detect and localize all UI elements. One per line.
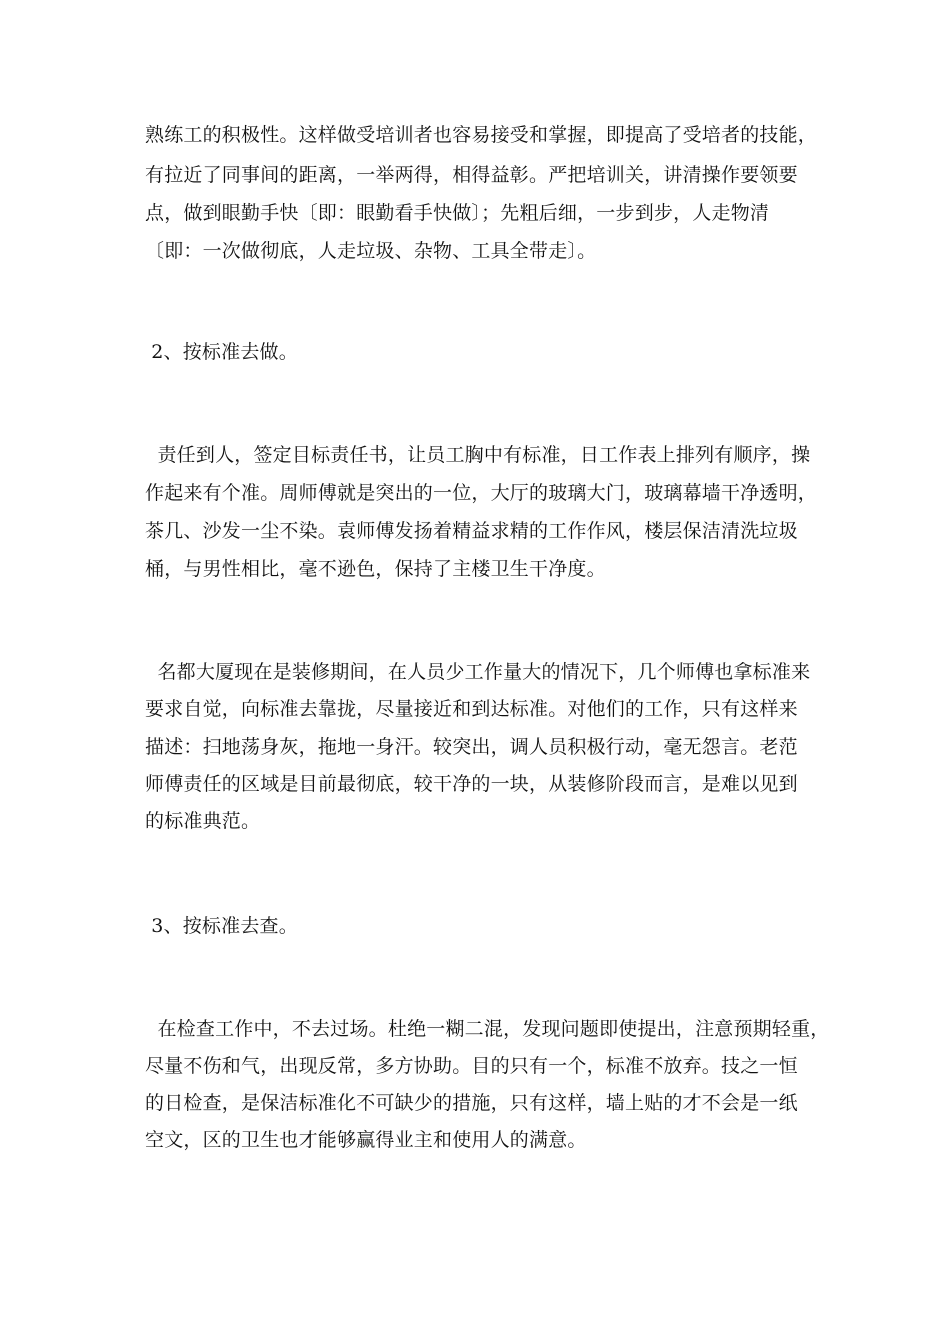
paragraph-1-line-2: 有拉近了同事间的距离，一举两得，相得益彰。严把培训关，讲清操作要领要 [145,164,798,186]
paragraph-2-line-1: 责任到人，签定目标责任书，让员工胸中有标准，日工作表上排列有顺序，操 [145,444,811,466]
paragraph-3-line-5: 的标准典范。 [145,810,261,832]
paragraph-2-line-2: 作起来有个准。周师傅就是突出的一位，大厅的玻璃大门，玻璃幕墙干净透明， [145,482,818,504]
paragraph-4-line-2: 尽量不伤和气，出现反常，多方协助。目的只有一个，标准不放弃。技之一恒 [145,1055,798,1077]
paragraph-3-line-3: 描述：扫地荡身灰，拖地一身汗。较突出，调人员积极行动，毫无怨言。老范 [145,736,798,758]
paragraph-3-line-4: 师傅责任的区域是目前最彻底，较干净的一块，从装修阶段而言，是难以见到 [145,773,798,795]
paragraph-1-line-3: 点，做到眼勤手快〔即：眼勤看手快做〕；先粗后细，一步到步，人走物清 [145,202,770,224]
section-heading-2: 2、按标准去做。 [145,341,298,363]
section-heading-3: 3、按标准去查。 [145,915,298,937]
paragraph-4-line-1: 在检查工作中，不去过场。杜绝一糊二混，发现问题即使提出，注意预期轻重， [145,1018,830,1040]
paragraph-4-line-3: 的日检查，是保洁标准化不可缺少的措施，只有这样，墙上贴的才不会是一纸 [145,1092,798,1114]
paragraph-2-line-3: 茶几、沙发一尘不染。袁师傅发扬着精益求精的工作作风，楼层保洁清洗垃圾 [145,520,798,542]
paragraph-2-line-4: 桶，与男性相比，毫不逊色，保持了主楼卫生干净度。 [145,558,606,580]
paragraph-4-line-4: 空文，区的卫生也才能够赢得业主和使用人的满意。 [145,1129,587,1151]
paragraph-1-line-4: 〔即：一次做彻底，人走垃圾、杂物、工具全带走〕。 [145,240,597,262]
paragraph-3-line-1: 名都大厦现在是装修期间，在人员少工作量大的情况下，几个师傅也拿标准来 [145,661,811,683]
paragraph-1-line-1: 熟练工的积极性。这样做受培训者也容易接受和掌握，即提高了受培者的技能， [145,124,818,146]
paragraph-3-line-2: 要求自觉，向标准去靠拢，尽量接近和到达标准。对他们的工作，只有这样来 [145,698,798,720]
